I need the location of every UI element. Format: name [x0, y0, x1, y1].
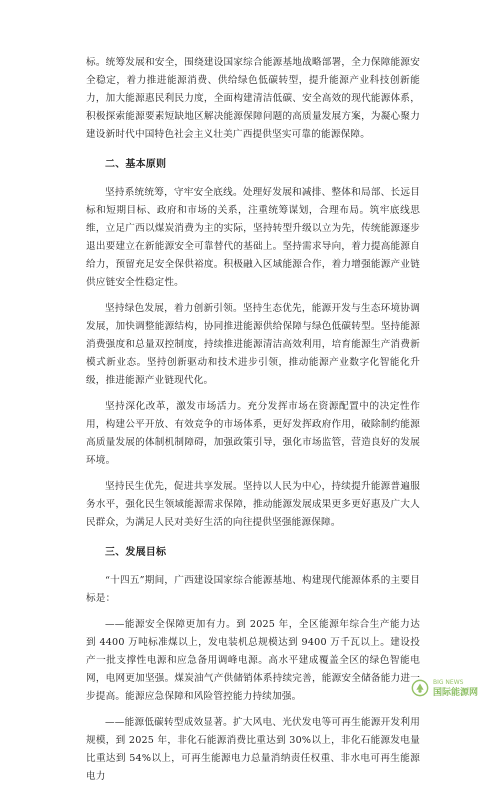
watermark-english: BIG NEWS [432, 679, 464, 686]
section-heading-goals: 三、发展目标 [105, 547, 167, 558]
site-watermark [411, 678, 478, 698]
goals-intro-paragraph: “十四五”期间，广西建设国家综合能源基地、构建现代能源体系的主要目标是： [86, 575, 420, 604]
principle-paragraph-1: 坚持系统统筹，守牢安全底线。处理好发展和减排、整体和局部、长远目标和短期目标、政府和市场的关系，注重统筹谋划，合理布局。筑牢底线思维，立足广西以煤炭消费为主的实际，坚持转型升级以立为先，传统能源逐步退出要建立在新能源安全可靠替代的基础上。坚持需求导向，着力提高能源自给力，预留充足安全保供裕度。积极融入区域能源合作，着力增强能源产业链供应链安全性稳定性。 [86, 187, 420, 288]
energy-logo-icon [411, 679, 429, 697]
principle-paragraph-2: 坚持绿色发展，着力创新引领。坚持生态优先，能源开发与生态环境协调发展，加快调整能源结构，协同推进能源供给保障与绿色低碳转型。坚持能源消费强度和总量双控制度，持续推进能源清洁高效利用，培育能源生产消费新模式新业态。坚持创新驱动和技术进步引领，推动能源产业数字化智能化升级，推进能源产业链现代化。 [86, 303, 420, 386]
goal-paragraph-security: ——能源安全保障更加有力。到 2025 年，全区能源年综合生产能力达到 4400 万吨标准煤以上，发电装机总规模达到 9400 万千瓦以上。建设投产一批支撑性电源和应急备用调峰电源。高水平建成覆盖全区的绿色智能电网，电网更加坚强。煤炭油气产供储销体系持续完善，能源安全储备能力进一步提高。能源应急保障和风险管控能力持续加强。 [86, 619, 420, 702]
goal-paragraph-lowcarbon: ——能源低碳转型成效显著。扩大风电、光伏发电等可再生能源开发利用规模，到 2025 年，非化石能源消费比重达到 30%以上，非化石能源发电量比重达到 54%以上，可再生能源电力总量消纳责任权重、非水电可再生能源电力 [86, 717, 420, 782]
document-page [86, 54, 420, 786]
watermark-site-name: 国际能源网 [432, 688, 478, 698]
principle-paragraph-4: 坚持民生优先，促进共享发展。坚持以人民为中心，持续提升能源普遍服务水平，强化民生领域能源需求保障，推动能源发展成果更多更好惠及广大人民群众，为满足人民对美好生活的向往提供坚强能源保障。 [86, 481, 420, 528]
principle-paragraph-3: 坚持深化改革，激发市场活力。充分发挥市场在资源配置中的决定性作用，构建公平开放、有效竞争的市场体系，更好发挥政府作用，破除制约能源高质量发展的体制机制障碍，加强政策引导，强化市场监管，营造良好的发展环境。 [86, 401, 420, 466]
intro-paragraph: 标。统筹发展和安全，围绕建设国家综合能源基地战略部署，全力保障能源安全稳定，着力推进能源消费、供给绿色低碳转型，提升能源产业科技创新能力，加大能源惠民利民力度，全面构建清洁低碳、安全高效的现代能源体系，积极探索能源要素短缺地区解决能源保障问题的高质量发展方案，为凝心聚力建设新时代中国特色社会主义壮美广西提供坚实可靠的能源保障。 [86, 57, 420, 140]
section-heading-principles: 二、基本原则 [105, 159, 167, 170]
